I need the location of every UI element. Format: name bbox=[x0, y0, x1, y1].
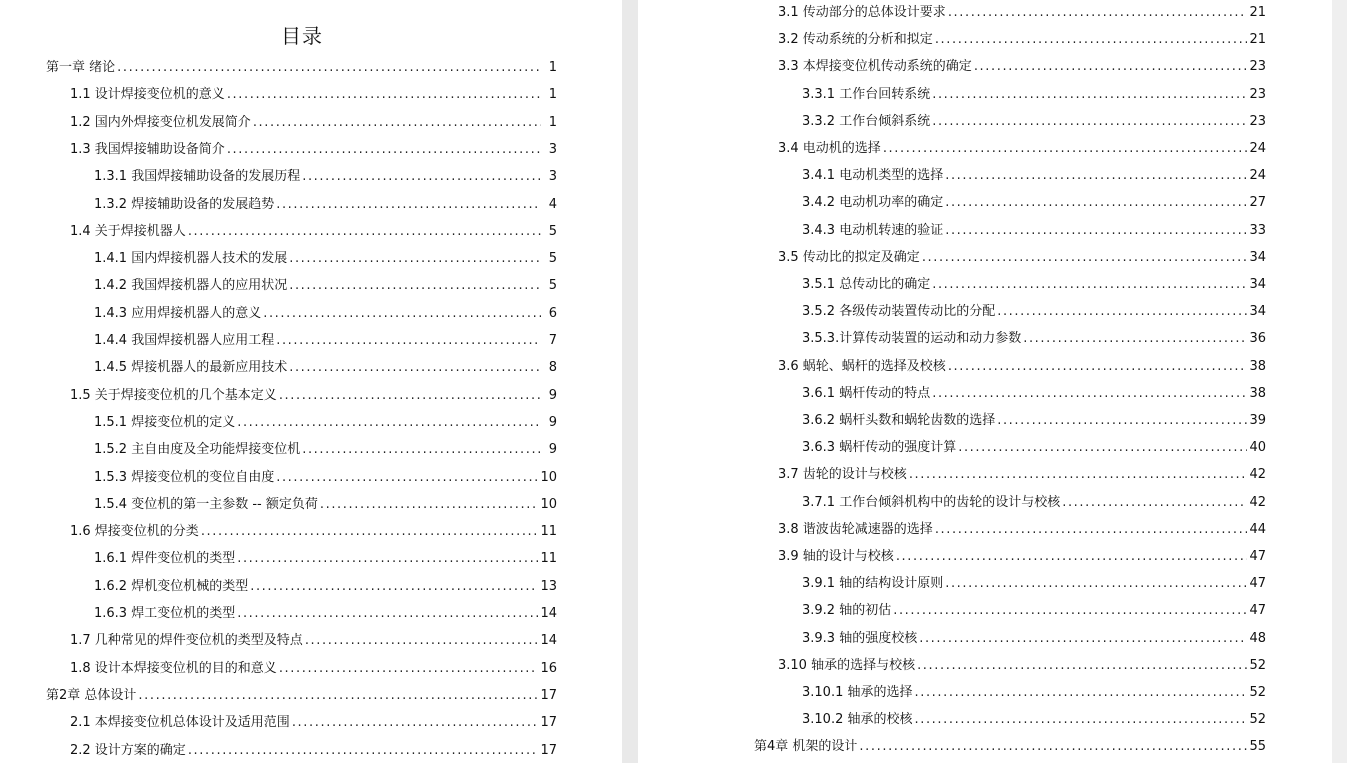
toc-entry-label: 1.7 几种常见的焊件变位机的类型及特点 bbox=[70, 633, 303, 649]
toc-entry-page-number: 21 bbox=[1249, 32, 1266, 48]
toc-dot-leader bbox=[227, 140, 541, 160]
toc-entry-page-number: 39 bbox=[1249, 413, 1266, 428]
toc-entry-label: 3.10.2 轴承的校核 bbox=[802, 712, 913, 728]
toc-entry-page-number: 9 bbox=[548, 414, 557, 430]
toc-entry-label: 3.4 电动机的选择 bbox=[778, 141, 881, 156]
toc-entry-page-number: 42 bbox=[1249, 494, 1266, 510]
toc-entry-label: 3.4.2 电动机功率的确定 bbox=[802, 195, 944, 211]
toc-dot-leader bbox=[945, 221, 1247, 241]
toc-entry[interactable] bbox=[802, 275, 1266, 295]
toc-entry-label: 1.4.1 国内焊接机器人技术的发展 bbox=[94, 251, 288, 267]
toc-entry[interactable] bbox=[70, 386, 557, 406]
toc-entry-label: 3.4.3 电动机转速的验证 bbox=[802, 222, 944, 238]
toc-entry[interactable] bbox=[70, 659, 557, 679]
toc-entry-label: 3.2 传动系统的分析和拟定 bbox=[778, 32, 933, 48]
toc-entry-label: 3.6.3 蜗杆传动的强度计算 bbox=[802, 440, 957, 456]
toc-entry-page-number: 21 bbox=[1249, 5, 1266, 20]
toc-entry[interactable] bbox=[94, 167, 557, 187]
toc-dot-leader bbox=[945, 574, 1247, 594]
toc-entry[interactable] bbox=[778, 547, 1266, 567]
toc-entry-label: 3.9.1 轴的结构设计原则 bbox=[802, 576, 944, 592]
toc-entry-page-number: 10 bbox=[540, 469, 557, 485]
toc-entry-page-number: 10 bbox=[540, 496, 557, 512]
toc-entry[interactable] bbox=[70, 631, 557, 651]
toc-dot-leader bbox=[320, 495, 539, 515]
toc-entry-label: 1.5.3 焊接变位机的变位自由度 bbox=[94, 469, 275, 485]
toc-dot-leader bbox=[289, 358, 541, 378]
toc-entry-page-number: 14 bbox=[540, 633, 557, 649]
toc-entry[interactable] bbox=[778, 3, 1266, 23]
toc-entry-page-number: 24 bbox=[1249, 141, 1266, 156]
toc-dot-leader bbox=[932, 384, 1247, 404]
toc-dot-leader bbox=[253, 113, 541, 133]
toc-entry-page-number: 11 bbox=[540, 524, 557, 540]
toc-entry-label: 3.8 谐波齿轮减速器的选择 bbox=[778, 521, 933, 537]
toc-entry[interactable] bbox=[802, 166, 1266, 186]
toc-entry-page-number: 9 bbox=[548, 442, 557, 458]
toc-entry-label: 3.6 蜗轮、蜗杆的选择及校核 bbox=[778, 358, 946, 374]
toc-entry-label: 3.10.1 轴承的选择 bbox=[802, 685, 913, 700]
toc-entry-label: 第4章 机架的设计 bbox=[754, 739, 858, 755]
toc-entry[interactable] bbox=[70, 85, 557, 105]
toc-entry-page-number: 23 bbox=[1249, 59, 1266, 75]
toc-dot-leader bbox=[117, 58, 541, 78]
toc-entry-page-number: 7 bbox=[548, 333, 557, 348]
toc-dot-leader bbox=[138, 686, 538, 706]
toc-entry-label: 3.5.1 总传动比的确定 bbox=[802, 277, 931, 292]
toc-entry-label: 3.9.3 轴的强度校核 bbox=[802, 630, 918, 646]
toc-entry-label: 3.5 传动比的拟定及确定 bbox=[778, 249, 920, 265]
toc-dot-leader bbox=[909, 465, 1248, 485]
toc-entry[interactable] bbox=[778, 139, 1266, 159]
toc-entry[interactable] bbox=[802, 329, 1266, 349]
toc-dot-leader bbox=[279, 386, 541, 406]
toc-entry-page-number: 3 bbox=[548, 169, 557, 185]
toc-entry-page-number: 1 bbox=[548, 114, 557, 130]
toc-entry-page-number: 47 bbox=[1249, 549, 1266, 564]
toc-entry-page-number: 11 bbox=[540, 551, 557, 567]
toc-entry-page-number: 17 bbox=[540, 687, 557, 703]
toc-entry-page-number: 47 bbox=[1249, 603, 1266, 619]
toc-dot-leader bbox=[914, 710, 1247, 730]
toc-entry-page-number: 14 bbox=[540, 606, 557, 621]
toc-entry-page-number: 34 bbox=[1249, 304, 1266, 320]
toc-entry[interactable] bbox=[802, 85, 1266, 105]
toc-entry-page-number: 17 bbox=[540, 715, 557, 731]
toc-entry[interactable] bbox=[802, 683, 1266, 703]
page-title: 目录 bbox=[281, 24, 323, 48]
toc-entry-label: 1.6 焊接变位机的分类 bbox=[70, 524, 199, 540]
toc-entry-label: 1.2 国内外焊接变位机发展简介 bbox=[70, 114, 251, 130]
toc-dot-leader bbox=[201, 522, 539, 542]
toc-entry-page-number: 38 bbox=[1249, 385, 1266, 401]
toc-dot-leader bbox=[289, 249, 541, 269]
toc-entry-label: 1.3.1 我国焊接辅助设备的发展历程 bbox=[94, 169, 301, 185]
toc-dot-leader bbox=[250, 577, 538, 597]
toc-entry[interactable] bbox=[778, 520, 1266, 540]
toc-entry-label: 3.4.1 电动机类型的选择 bbox=[802, 168, 944, 184]
toc-entry-label: 2.1 本焊接变位机总体设计及适用范围 bbox=[70, 715, 290, 731]
document-page-right bbox=[638, 0, 1332, 763]
toc-dot-leader bbox=[276, 195, 541, 215]
toc-dot-leader bbox=[935, 520, 1248, 540]
toc-entry[interactable] bbox=[802, 574, 1266, 594]
toc-entry[interactable] bbox=[94, 577, 557, 597]
toc-entry[interactable] bbox=[94, 304, 557, 324]
toc-entry-page-number: 1 bbox=[548, 60, 557, 75]
toc-entry-label: 1.5.1 焊接变位机的定义 bbox=[94, 414, 236, 430]
toc-entry-page-number: 34 bbox=[1249, 249, 1266, 265]
toc-entry[interactable] bbox=[778, 465, 1266, 485]
toc-dot-leader bbox=[922, 248, 1248, 268]
toc-entry-page-number: 5 bbox=[548, 223, 557, 239]
toc-entry[interactable] bbox=[70, 113, 557, 133]
toc-entry[interactable] bbox=[46, 686, 557, 706]
toc-dot-leader bbox=[893, 601, 1247, 621]
toc-entry-page-number: 1 bbox=[548, 87, 557, 103]
toc-dot-leader bbox=[227, 85, 541, 105]
toc-dot-leader bbox=[263, 304, 541, 324]
toc-dot-leader bbox=[935, 30, 1248, 50]
toc-dot-leader bbox=[237, 604, 538, 624]
toc-entry-label: 1.6.3 焊工变位机的类型 bbox=[94, 606, 236, 621]
toc-dot-leader bbox=[932, 275, 1247, 295]
toc-entry-page-number: 24 bbox=[1249, 168, 1266, 184]
toc-dot-leader bbox=[188, 741, 539, 761]
toc-dot-leader bbox=[948, 3, 1248, 23]
toc-entry-label: 1.4.4 我国焊接机器人应用工程 bbox=[94, 333, 275, 348]
toc-entry[interactable] bbox=[70, 713, 557, 733]
toc-dot-leader bbox=[279, 659, 539, 679]
toc-dot-leader bbox=[932, 112, 1247, 132]
toc-entry[interactable] bbox=[802, 302, 1266, 322]
toc-entry[interactable] bbox=[94, 468, 557, 488]
document-page-left bbox=[0, 0, 622, 763]
toc-dot-leader bbox=[914, 683, 1247, 703]
toc-entry-label: 1.5 关于焊接变位机的几个基本定义 bbox=[70, 387, 277, 403]
toc-entry-label: 3.6.1 蜗杆传动的特点 bbox=[802, 385, 931, 401]
toc-entry-page-number: 34 bbox=[1249, 277, 1266, 292]
toc-entry[interactable] bbox=[70, 741, 557, 761]
toc-dot-leader bbox=[997, 302, 1247, 322]
toc-entry-label: 1.4 关于焊接机器人 bbox=[70, 223, 186, 239]
toc-entry-page-number: 55 bbox=[1249, 739, 1266, 755]
toc-entry-label: 第一章 绪论 bbox=[46, 60, 116, 75]
toc-entry-page-number: 23 bbox=[1249, 86, 1266, 102]
toc-dot-leader bbox=[932, 85, 1247, 105]
toc-entry-label: 3.9.2 轴的初估 bbox=[802, 603, 892, 619]
toc-entry[interactable] bbox=[802, 601, 1266, 621]
toc-entry[interactable] bbox=[778, 248, 1266, 268]
toc-dot-leader bbox=[945, 166, 1247, 186]
toc-entry[interactable] bbox=[94, 604, 557, 624]
toc-entry-page-number: 36 bbox=[1249, 331, 1266, 347]
toc-entry-label: 第2章 总体设计 bbox=[46, 687, 137, 703]
toc-entry-label: 3.1 传动部分的总体设计要求 bbox=[778, 5, 946, 20]
toc-entry-label: 3.3 本焊接变位机传动系统的确定 bbox=[778, 59, 972, 75]
toc-entry[interactable] bbox=[802, 112, 1266, 132]
toc-dot-leader bbox=[945, 193, 1247, 213]
toc-dot-leader bbox=[237, 413, 541, 433]
toc-entry-page-number: 40 bbox=[1249, 440, 1266, 456]
toc-entry-page-number: 13 bbox=[540, 578, 557, 594]
toc-entry-page-number: 44 bbox=[1249, 521, 1266, 537]
toc-entry-page-number: 17 bbox=[540, 742, 557, 758]
toc-dot-leader bbox=[302, 167, 541, 187]
toc-entry-page-number: 38 bbox=[1249, 358, 1266, 374]
toc-entry[interactable] bbox=[754, 737, 1266, 757]
toc-entry-label: 3.3.2 工作台倾斜系统 bbox=[802, 113, 931, 129]
toc-entry[interactable] bbox=[802, 411, 1266, 431]
toc-entry[interactable] bbox=[802, 710, 1266, 730]
toc-entry-page-number: 33 bbox=[1249, 222, 1266, 238]
toc-dot-leader bbox=[1062, 493, 1247, 513]
toc-entry-label: 2.2 设计方案的确定 bbox=[70, 742, 186, 758]
toc-entry-label: 3.5.2 各级传动装置传动比的分配 bbox=[802, 304, 996, 320]
toc-entry-label: 1.6.2 焊机变位机械的类型 bbox=[94, 578, 249, 594]
toc-entry-page-number: 5 bbox=[548, 278, 557, 294]
toc-entry-label: 1.4.2 我国焊接机器人的应用状况 bbox=[94, 278, 288, 294]
toc-dot-leader bbox=[917, 656, 1247, 676]
toc-entry[interactable] bbox=[802, 221, 1266, 241]
toc-entry-page-number: 6 bbox=[548, 305, 557, 321]
toc-entry[interactable] bbox=[94, 276, 557, 296]
toc-entry-page-number: 52 bbox=[1249, 712, 1266, 728]
toc-entry-label: 1.8 设计本焊接变位机的目的和意义 bbox=[70, 660, 277, 676]
toc-entry-label: 3.6.2 蜗杆头数和蜗轮齿数的选择 bbox=[802, 413, 996, 428]
toc-entry[interactable] bbox=[94, 549, 557, 569]
toc-entry[interactable] bbox=[94, 195, 557, 215]
toc-entry[interactable] bbox=[94, 249, 557, 269]
toc-entry[interactable] bbox=[94, 495, 557, 515]
toc-entry[interactable] bbox=[778, 357, 1266, 377]
toc-entry-page-number: 3 bbox=[548, 141, 557, 157]
toc-dot-leader bbox=[237, 549, 538, 569]
toc-entry-page-number: 48 bbox=[1249, 630, 1266, 646]
toc-entry-label: 1.4.5 焊接机器人的最新应用技术 bbox=[94, 360, 288, 376]
toc-entry[interactable] bbox=[802, 438, 1266, 458]
toc-entry-label: 3.3.1 工作台回转系统 bbox=[802, 86, 931, 102]
toc-entry[interactable] bbox=[778, 656, 1266, 676]
toc-entry[interactable] bbox=[94, 331, 557, 351]
toc-entry[interactable] bbox=[802, 629, 1266, 649]
toc-dot-leader bbox=[958, 438, 1247, 458]
toc-entry[interactable] bbox=[778, 57, 1266, 77]
toc-entry[interactable] bbox=[802, 384, 1266, 404]
toc-dot-leader bbox=[305, 631, 539, 651]
toc-entry-page-number: 4 bbox=[548, 196, 557, 212]
toc-entry[interactable] bbox=[94, 358, 557, 378]
toc-entry-label: 3.7 齿轮的设计与校核 bbox=[778, 467, 907, 483]
toc-entry-page-number: 52 bbox=[1249, 685, 1266, 700]
toc-entry-label: 3.7.1 工作台倾斜机构中的齿轮的设计与校核 bbox=[802, 494, 1061, 510]
scrollbar-track[interactable] bbox=[1332, 0, 1347, 763]
toc-dot-leader bbox=[276, 468, 538, 488]
toc-dot-leader bbox=[883, 139, 1248, 159]
toc-entry-page-number: 5 bbox=[548, 251, 557, 267]
toc-entry-page-number: 42 bbox=[1249, 467, 1266, 483]
toc-entry-page-number: 27 bbox=[1249, 195, 1266, 211]
toc-entry-label: 3.5.3.计算传动装置的运动和动力参数 bbox=[802, 331, 1022, 347]
toc-entry[interactable] bbox=[778, 30, 1266, 50]
toc-dot-leader bbox=[292, 713, 539, 733]
toc-dot-leader bbox=[1023, 329, 1247, 349]
toc-entry[interactable] bbox=[94, 440, 557, 460]
toc-entry-page-number: 9 bbox=[548, 387, 557, 403]
toc-entry-page-number: 47 bbox=[1249, 576, 1266, 592]
toc-entry[interactable] bbox=[70, 222, 557, 242]
toc-entry[interactable] bbox=[94, 413, 557, 433]
toc-entry[interactable] bbox=[802, 193, 1266, 213]
toc-entry-label: 1.3 我国焊接辅助设备简介 bbox=[70, 141, 225, 157]
toc-entry-label: 3.9 轴的设计与校核 bbox=[778, 549, 894, 564]
toc-entry-label: 1.5.2 主自由度及全功能焊接变位机 bbox=[94, 442, 301, 458]
toc-entry-label: 1.1 设计焊接变位机的意义 bbox=[70, 87, 225, 103]
toc-entry-label: 3.10 轴承的选择与校核 bbox=[778, 657, 916, 673]
toc-dot-leader bbox=[896, 547, 1248, 567]
toc-dot-leader bbox=[859, 737, 1247, 757]
toc-entry-page-number: 23 bbox=[1249, 113, 1266, 129]
toc-dot-leader bbox=[974, 57, 1248, 77]
toc-dot-leader bbox=[919, 629, 1247, 649]
toc-entry-label: 1.5.4 变位机的第一主参数 -- 额定负荷 bbox=[94, 496, 318, 512]
toc-dot-leader bbox=[997, 411, 1247, 431]
toc-dot-leader bbox=[188, 222, 541, 242]
toc-dot-leader bbox=[302, 440, 541, 460]
toc-entry-page-number: 52 bbox=[1249, 657, 1266, 673]
toc-entry[interactable] bbox=[70, 140, 557, 160]
toc-entry-page-number: 8 bbox=[548, 360, 557, 376]
toc-entry[interactable] bbox=[802, 493, 1266, 513]
toc-entry[interactable] bbox=[46, 58, 557, 78]
toc-entry-label: 1.6.1 焊件变位机的类型 bbox=[94, 551, 236, 567]
toc-entry-label: 1.4.3 应用焊接机器人的意义 bbox=[94, 305, 262, 321]
toc-dot-leader bbox=[948, 357, 1248, 377]
toc-entry-page-number: 16 bbox=[540, 660, 557, 676]
toc-entry-label: 1.3.2 焊接辅助设备的发展趋势 bbox=[94, 196, 275, 212]
toc-entry[interactable] bbox=[70, 522, 557, 542]
toc-dot-leader bbox=[289, 276, 541, 296]
toc-dot-leader bbox=[276, 331, 541, 351]
